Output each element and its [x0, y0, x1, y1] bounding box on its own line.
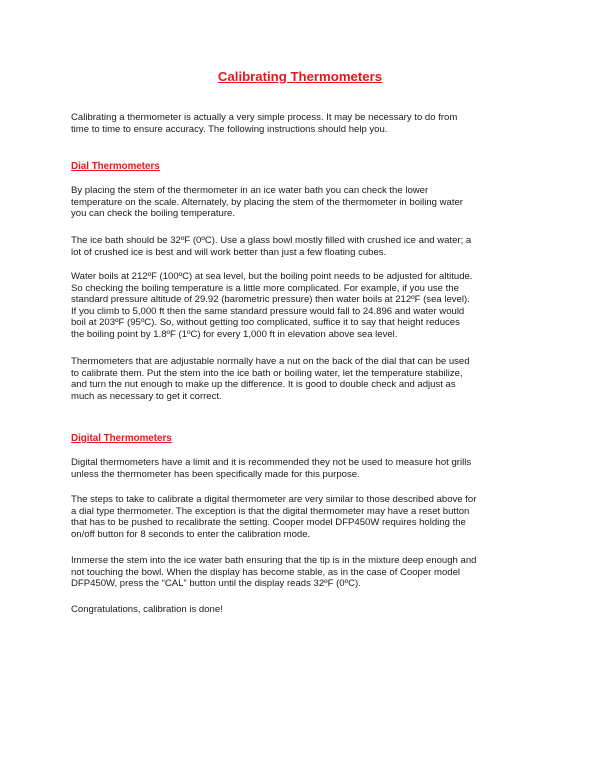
- text-line: boil at 203ºF (95ºC). So, without getting too complicated, suffice it to say that height reduces: [71, 317, 460, 328]
- text-line: Thermometers that are adjustable normally have a nut on the back of the dial that can be used: [71, 356, 470, 367]
- text-line: Congratulations, calibration is done!: [71, 604, 223, 615]
- text-line: and turn the nut enough to make up the difference. It is good to double check and adjust as: [71, 379, 456, 390]
- text-line: you can check the boiling temperature.: [71, 208, 235, 219]
- text-line: temperature on the scale. Alternately, by placing the stem of the thermometer in boiling water: [71, 196, 463, 208]
- text-line: Immerse the stem into the ice water bath ensuring that the tip is in the mixture deep enough and: [71, 555, 477, 566]
- text-line: unless the thermometer has been specifically made for this purpose.: [71, 468, 360, 480]
- text-line: Water boils at 212ºF (100ºC) at sea level, but the boiling point needs to be adjusted for altitude.: [71, 271, 473, 282]
- section-heading-dial: Dial Thermometers: [71, 161, 160, 172]
- digital-paragraph-2: [71, 494, 541, 540]
- dial-paragraph-4: [71, 356, 541, 402]
- text-line: Calibrating a thermometer is actually a very simple process. It may be necessary to do from: [71, 112, 458, 123]
- digital-paragraph-1: [71, 457, 541, 480]
- dial-paragraph-3: [71, 271, 541, 340]
- text-line: a dial type thermometer. The exception is that the digital thermometer may have a reset button: [71, 505, 470, 517]
- text-line: The ice bath should be 32ºF (0ºC). Use a glass bowl mostly filled with crushed ice and water; a: [71, 235, 472, 246]
- text-line: much as necessary to get it correct.: [71, 390, 222, 402]
- page-title: Calibrating Thermometers: [217, 69, 383, 84]
- text-line: lot of crushed ice is best and will work better than just a few floating cubes.: [71, 246, 387, 258]
- text-line: time to time to ensure accuracy. The following instructions should help you.: [71, 123, 388, 135]
- digital-paragraph-3: [71, 555, 541, 590]
- digital-paragraph-4: [71, 604, 541, 616]
- text-line: DFP450W, press the “CAL” button until the display reads 32ºF (0ºC).: [71, 578, 361, 589]
- text-line: on/off button for 8 seconds to enter the calibration mode.: [71, 528, 311, 540]
- text-line: If you climb to 5,000 ft then the same standard pressure would fall to 24.896 and water would: [71, 305, 465, 317]
- section-heading-digital: Digital Thermometers: [71, 433, 172, 444]
- text-line: standard pressure altitude of 29.92 (barometric pressure) then water boils at 212ºF (sea level).: [71, 294, 470, 305]
- dial-paragraph-2: [71, 235, 541, 258]
- dial-paragraph-1: [71, 185, 541, 220]
- text-line: So checking the boiling temperature is a little more complicated. For example, if you use the: [71, 282, 459, 294]
- text-line: that has to be pushed to recalibrate the setting. Cooper model DFP450W requires holding the: [71, 517, 466, 528]
- text-line: Digital thermometers have a limit and it is recommended they not be used to measure hot grills: [71, 457, 472, 468]
- intro-paragraph: [71, 112, 541, 135]
- text-line: By placing the stem of the thermometer in an ice water bath you can check the lower: [71, 185, 429, 196]
- text-line: not touching the bowl. When the display has become stable, as in the case of Cooper model: [71, 566, 461, 578]
- text-line: the boiling point by 1.8ºF (1ºC) for every 1,000 ft in elevation above sea level.: [71, 328, 398, 340]
- text-line: to calibrate them. Put the stem into the ice bath or boiling water, let the temperature stabilize,: [71, 367, 463, 379]
- text-line: The steps to take to calibrate a digital thermometer are very similar to those described above for: [71, 494, 477, 505]
